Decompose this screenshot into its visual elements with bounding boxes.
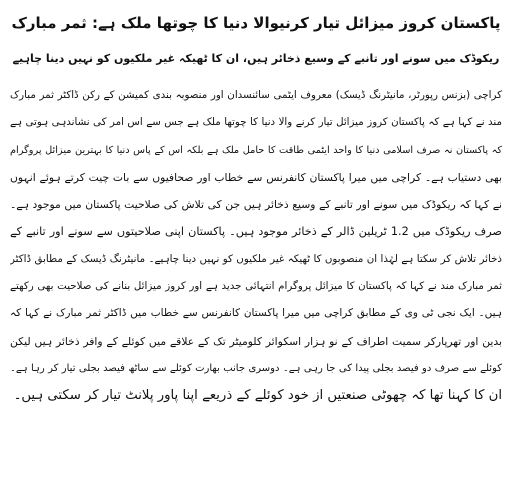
article-body bbox=[10, 82, 502, 410]
body-line: کہ پاکستان نہ صرف اسلامی دنیا کا واحد ایٹمی طاقت کا حامل ملک ہے بلکہ اس کے پاس دنیا کا بہترین میزائل پروگرام bbox=[10, 144, 502, 156]
body-line: بھی دستیاب ہے۔ کراچی میں میرا پاکستان کانفرنس سے خطاب اور صحافیوں سے بات چیت کرتے ہوئے انہوں bbox=[10, 170, 502, 184]
body-line: نے کہا کہ ریکوڈک میں سونے اور تانبے کے وسیع ذخائر ہیں جن کی تلاش کی صلاحیت پاکستان میں موجود ہے۔ bbox=[10, 198, 502, 212]
body-line: ہیں۔ ایک نجی ٹی وی کے مطابق کراچی میں میرا پاکستان کانفرنس سے خطاب میں ڈاکٹر ثمر مبارک نے کہا کہ bbox=[10, 307, 502, 320]
body-line: مند نے کہا ہے کہ پاکستان کروز میزائل تیار کرنے والا دنیا کا چوتھا ملک ہے جس سے اس امر کی نشاندہی ہوتی ہے bbox=[10, 116, 502, 129]
body-line: ذخائر تلاش کر سکتا ہے لہٰذا ان منصوبوں کا ٹھیکہ غیر ملکیوں کو نہیں دینا چاہیے۔ مانیٹرنگ ڈیسک کے مطابق ڈاکٹر bbox=[10, 252, 502, 265]
body-line: ان کا کہنا تھا کہ چھوٹی صنعتیں از خود کوئلے کے ذریعے اپنا پاور پلانٹ تیار کر سکتی ہیں۔ bbox=[13, 388, 502, 404]
body-line: صرف ریکوڈک میں 1.2 ٹریلین ڈالر کے ذخائر موجود ہیں۔ پاکستان اپنی صلاحیتوں سے سونے اور تانبے کے bbox=[10, 225, 502, 239]
article-headline: پاکستان کروز میزائل تیار کرنیوالا دنیا کا چوتھا ملک ہے: ثمر مبارک bbox=[11, 14, 501, 32]
body-line: ثمر مبارک مند نے کہا کہ پاکستان کا میزائل پروگرام انتہائی جدید ہے اور کروز میزائل بنانے کی صلاحیت بھی رکھتے bbox=[10, 280, 502, 293]
body-line: بدین اور تھرپارکر سمیت اطراف کے نو ہزار اسکوائر کلومیٹر تک کے علاقے میں کوئلے کے وافر ذخائر ہیں لیکن bbox=[10, 334, 502, 348]
body-line: کوئلے سے صرف دو فیصد بجلی پیدا کی جا رہی ہے۔ دوسری جانب بھارت کوئلے سے ساٹھ فیصد بجلی تیار کر رہا ہے۔ bbox=[10, 362, 502, 374]
article-subheadline: ریکوڈک میں سونے اور تانبے کے وسیع ذخائر ہیں، ان کا ٹھیکہ غیر ملکیوں کو نہیں دینا چاہیے bbox=[12, 52, 500, 65]
body-line: کراچی (بزنس رپورٹر، مانیٹرنگ ڈیسک) معروف ایٹمی سائنسدان اور منصوبہ بندی کمیشن کے رکن ڈاکٹر ثمر مبارک bbox=[10, 89, 502, 101]
